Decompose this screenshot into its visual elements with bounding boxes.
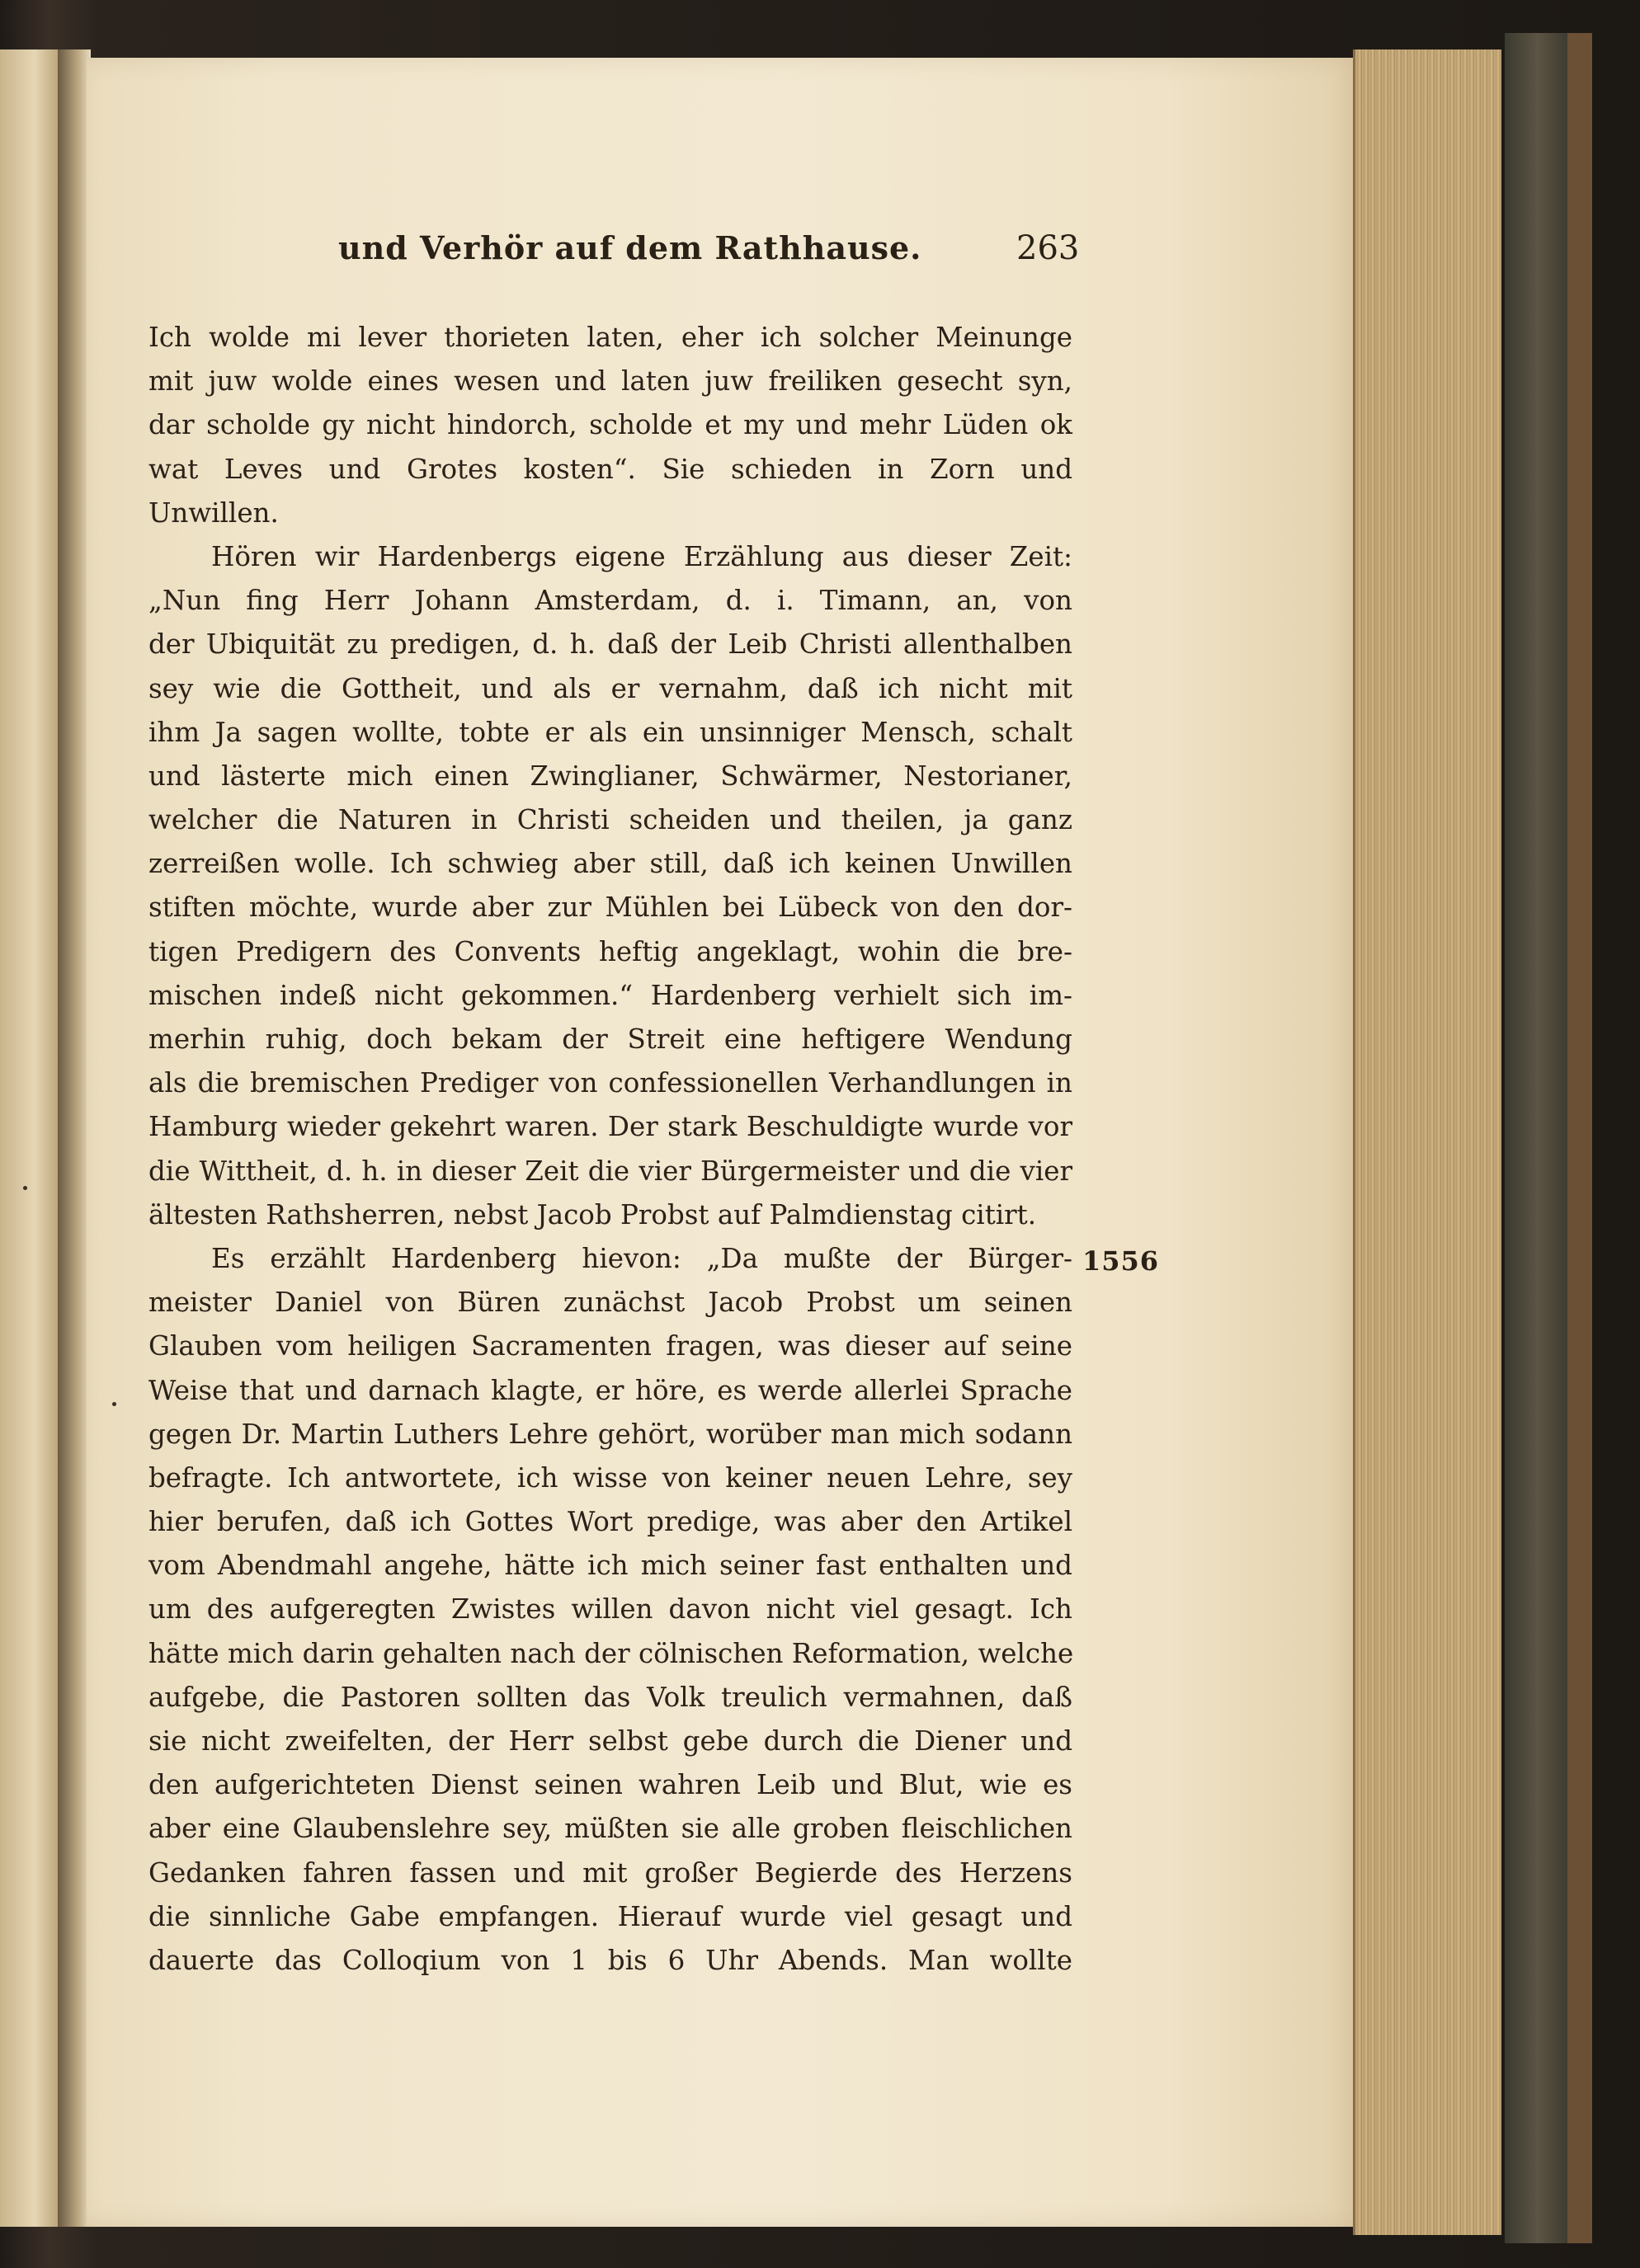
text-line: zerreißen wolle. Ich schwieg aber still, daß ich keinen Unwillen [148, 848, 1072, 880]
text-line: Hören wir Hardenbergs eigene Erzählung aus dieser Zeit: [211, 540, 1072, 572]
book-gutter [58, 49, 91, 2227]
text-line: stiften möchte, wurde aber zur Mühlen bei Lübeck von den dor- [148, 892, 1072, 924]
text-line: Weise that und darnach klagte, er höre, es werde allerlei Sprache [148, 1374, 1072, 1406]
text-line: und lästerte mich einen Zwinglianer, Schwärmer, Nestorianer, [148, 760, 1072, 792]
text-line: tigen Predigern des Convents heftig angeklagt, wohin die bre- [148, 935, 1072, 967]
text-line: ältesten Rathsherren, nebst Jacob Probst auf Palmdienstag citirt. [148, 1198, 1037, 1230]
cover-binding-strip [1567, 33, 1592, 2243]
text-line: dar scholde gy nicht hindorch, scholde et my und mehr Lüden ok [148, 409, 1072, 441]
text-line: um des aufgeregten Zwistes willen davon nicht viel gesagt. Ich [148, 1593, 1072, 1626]
text-line: Hamburg wieder gekehrt waren. Der stark Beschuldigte wurde vor [148, 1111, 1072, 1143]
text-line: Glauben vom heiligen Sacramenten fragen, was dieser auf seine [148, 1330, 1072, 1362]
text-line: mit juw wolde eines wesen und laten juw freiliken gesecht syn, [148, 365, 1072, 398]
text-line: „Nun fing Herr Johann Amsterdam, d. i. Timann, an, von [148, 585, 1072, 617]
previous-page-edge [0, 49, 59, 2227]
text-line: ihm Ja sagen wollte, tobte er als ein unsinniger Mensch, schalt [148, 716, 1072, 748]
text-line: merhin ruhig, doch bekam der Streit eine heftigere Wendung [148, 1023, 1072, 1055]
margin-year-note: 1556 [1082, 1245, 1160, 1277]
text-line: Unwillen. [148, 496, 279, 529]
text-line: mischen indeß nicht gekommen.“ Hardenberg verhielt sich im- [148, 979, 1072, 1011]
text-line: gegen Dr. Martin Luthers Lehre gehört, worüber man mich sodann [148, 1418, 1072, 1450]
text-line: die sinnliche Gabe empfangen. Hierauf wurde viel gesagt und [148, 1900, 1072, 1932]
text-line: wat Leves und Grotes kosten“. Sie schieden in Zorn und [148, 453, 1072, 485]
text-line: aufgebe, die Pastoren sollten das Volk treulich vermahnen, daß [148, 1681, 1072, 1713]
text-line: sey wie die Gottheit, und als er vernahm, daß ich nicht mit [148, 672, 1072, 704]
text-line: hätte mich darin gehalten nach der cölnischen Reformation, welche [148, 1637, 1074, 1669]
ink-speck [112, 1402, 116, 1406]
page-stack-edge [1353, 49, 1504, 2235]
text-line: Es erzählt Hardenberg hievon: „Da mußte der Bürger- [211, 1242, 1072, 1274]
text-line: hier berufen, daß ich Gottes Wort predige, was aber den Artikel [148, 1506, 1072, 1538]
text-line: die Wittheit, d. h. in dieser Zeit die vier Bürgermeister und die vier [148, 1155, 1072, 1187]
text-line: aber eine Glaubenslehre sey, müßten sie alle groben fleischlichen [148, 1813, 1072, 1845]
text-line: befragte. Ich antwortete, ich wisse von keiner neuen Lehre, sey [148, 1461, 1072, 1494]
text-line: der Ubiquität zu predigen, d. h. daß der Leib Christi allenthalben [148, 628, 1072, 661]
text-line: den aufgerichteten Dienst seinen wahren Leib und Blut, wie es [148, 1769, 1072, 1801]
text-line: meister Daniel von Büren zunächst Jacob Probst um seinen [148, 1287, 1072, 1319]
running-header: und Verhör auf dem Rathhause. [338, 229, 922, 266]
page-number: 263 [1016, 229, 1080, 267]
body-text [148, 316, 1072, 1983]
text-line: vom Abendmahl angehe, hätte ich mich seiner fast enthalten und [148, 1550, 1072, 1582]
text-line: welcher die Naturen in Christi scheiden und theilen, ja ganz [148, 804, 1072, 836]
text-line: als die bremischen Prediger von confessionellen Verhandlungen in [148, 1067, 1072, 1099]
ink-speck [23, 1186, 27, 1190]
text-line: Ich wolde mi lever thorieten laten, eher ich solcher Meinunge [148, 322, 1072, 353]
text-line: sie nicht zweifelten, der Herr selbst gebe durch die Diener und [148, 1725, 1072, 1757]
text-line: Gedanken fahren fassen und mit großer Begierde des Herzens [148, 1856, 1072, 1889]
text-line: dauerte das Colloqium von 1 bis 6 Uhr Abends. Man wollte [148, 1944, 1072, 1976]
